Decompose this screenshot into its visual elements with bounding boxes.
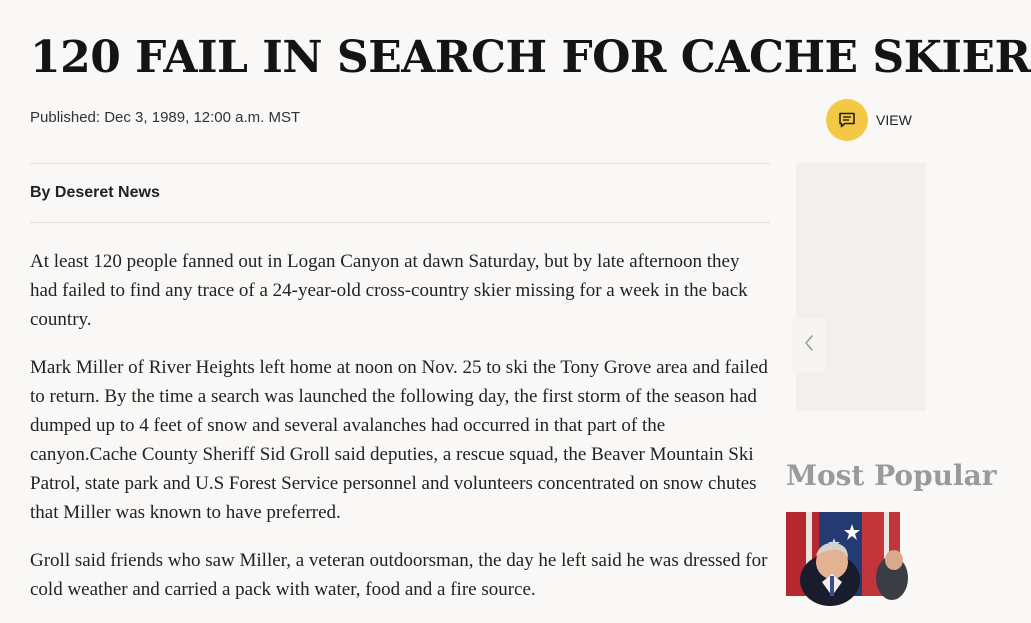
article-paragraph: Mark Miller of River Heights left home at noon on Nov. 25 to ski the Tony Grove area and failed to return. By the time a search was launched the following day, the first storm of the season had dumped up to 4 feet of snow and several avalanches had occurred in that part of the canyon.Cache County Sheriff Sid Groll said deputies, a rescue squad, the Beaver Mountain Ski Patrol, state park and U.S Forest Service personnel and volunteers concentrated on snow chutes that Miller was known to have preferred. [30,357,768,523]
divider-bottom [30,222,770,223]
article-paragraph: Groll said friends who saw Miller, a veteran outdoorsman, the day he left said he was dressed for cold weather and carried a pack with water, food and a fire source. [30,550,768,600]
most-popular-heading: Most Popular [786,459,997,492]
article-headline: 120 FAIL IN SEARCH FOR CACHE SKIER [30,32,1031,83]
comment-icon [826,99,868,141]
divider-top [30,163,770,164]
sidebar-carousel [796,163,926,411]
article-body [30,247,770,623]
most-popular-thumbnail[interactable] [786,512,900,596]
chevron-left-icon [803,334,815,357]
view-comments-button[interactable] [826,99,912,141]
published-date: Published: Dec 3, 1989, 12:00 a.m. MST [30,109,301,126]
article-paragraph: At least 120 people fanned out in Logan Canyon at dawn Saturday, but by late afternoon they had failed to find any trace of a 24-year-old cross-country skier missing for a week in the back country. [30,251,748,330]
byline: By Deseret News [30,184,160,201]
view-comments-label: VIEW [876,112,912,128]
carousel-prev-button[interactable] [792,318,826,372]
